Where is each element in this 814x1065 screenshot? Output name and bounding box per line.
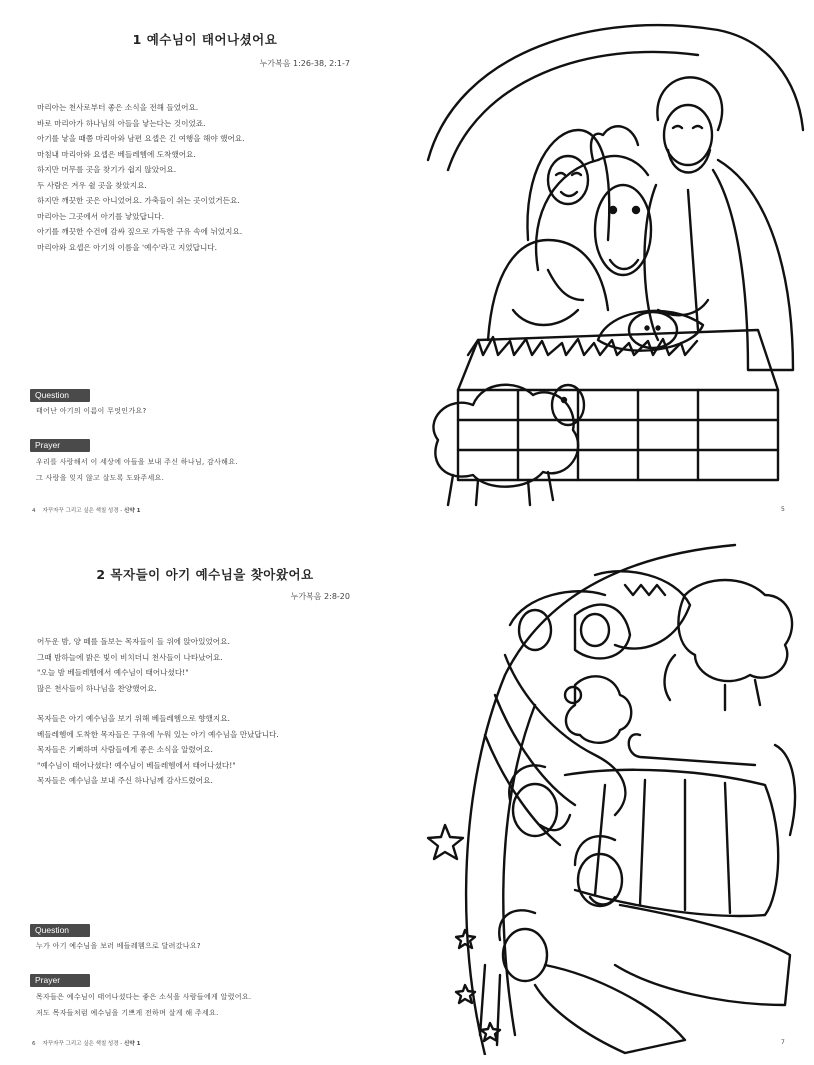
story-line: 그때 밤하늘에 밝은 빛이 비치더니 천사들이 나타났어요. [37, 652, 223, 662]
page-number-right: 7 [781, 1039, 785, 1046]
story-line: 목자들은 기뻐하며 사람들에게 좋은 소식을 알렸어요. [37, 745, 213, 754]
scripture-reference: 누가복음 1:26-38, 2:1-7 [259, 59, 350, 68]
story-line: 마리아는 천사로부터 좋은 소식을 전해 들었어요. [37, 103, 199, 112]
story-line: 목자들은 예수님을 보내 주신 하나님께 감사드렸어요. [37, 776, 213, 785]
page-footer [32, 506, 140, 514]
story-line: 아기를 낳을 때쯤 마리아와 남편 요셉은 긴 여행을 해야 했어요. [37, 134, 245, 143]
book-title: 자꾸자꾸 그리고 싶은 색칠 성경 - [42, 508, 125, 514]
story-line: "오늘 밤 베들레헴에서 예수님이 태어나셨다!" [37, 668, 189, 677]
story-line: 목자들은 아기 예수님을 보기 위해 베들레헴으로 향했지요. [37, 714, 230, 723]
story-title: 1 예수님이 태어나셨어요 [132, 32, 278, 47]
prayer-text [36, 454, 238, 486]
story-line: 마리아와 요셉은 아기의 이름을 '예수'라고 지었답니다. [37, 242, 218, 252]
prayer-line: 그 사랑을 잊지 않고 살도록 도와주세요. [36, 474, 165, 482]
book-volume: 신약 1 [124, 1041, 141, 1047]
prayer-line: 목자들은 예수님이 태어나셨다는 좋은 소식을 사람들에게 알렸어요. [36, 993, 252, 1001]
prayer-text [36, 989, 251, 1021]
question-text: 태어난 아기의 이름이 무엇인가요? [36, 407, 147, 415]
question-label: Question [30, 389, 90, 402]
story-line: 어두운 밤, 양 떼를 돌보는 목자들이 들 위에 앉아있었어요. [37, 637, 230, 646]
page-footer [32, 1039, 140, 1047]
story-line: 하지만 깨끗한 곳은 아니었어요. 가축들이 쉬는 곳이었거든요. [37, 196, 240, 205]
story-text [37, 634, 407, 789]
story-line: 아기를 깨끗한 수건에 감싸 짚으로 가득한 구유 속에 뉘었지요. [37, 227, 243, 236]
prayer-label: Prayer [30, 439, 90, 452]
book-volume: 신약 1 [124, 508, 141, 514]
nativity-coloring-illustration [418, 10, 808, 510]
spread-nativity [0, 0, 814, 532]
question-label: Question [30, 924, 90, 937]
story-line: 마리아는 그곳에서 아기를 낳았답니다. [37, 211, 165, 221]
prayer-label: Prayer [30, 974, 90, 987]
book-title: 자꾸자꾸 그리고 싶은 색칠 성경 - [42, 1041, 125, 1047]
page-number-left: 6 [32, 1041, 36, 1047]
story-line: 마침내 마리아와 요셉은 베들레헴에 도착했어요. [37, 149, 196, 159]
story-line: "예수님이 태어나셨다! 예수님이 베들레헴에서 태어나셨다!" [37, 760, 236, 770]
story-text [37, 100, 407, 255]
story-title: 2 목자들이 아기 예수님을 찾아왔어요 [96, 567, 314, 582]
page-number-right: 5 [781, 506, 785, 513]
question-text: 누가 아기 예수님을 보러 베들레헴으로 달려갔나요? [36, 942, 201, 950]
spread-shepherds [0, 533, 814, 1065]
story-line: 많은 천사들이 하나님을 찬양했어요. [37, 683, 157, 693]
prayer-line: 저도 목자들처럼 예수님을 기쁘게 전하며 살게 해 주세요. [36, 1009, 219, 1017]
scripture-reference: 누가복음 2:8-20 [290, 592, 350, 601]
story-line: 바로 마리아가 하나님의 아들을 낳는다는 것이었죠. [37, 118, 206, 128]
story-line: 두 사람은 겨우 쉴 곳을 찾았지요. [37, 180, 147, 190]
page-number-left: 4 [32, 508, 36, 514]
prayer-line: 우리를 사랑해서 이 세상에 아들을 보내 주신 하나님, 감사해요. [36, 458, 238, 466]
shepherds-coloring-illustration [425, 535, 809, 1055]
story-line: 하지만 머무를 곳을 찾기가 쉽지 않았어요. [37, 165, 177, 174]
story-line: 베들레헴에 도착한 목자들은 구유에 누워 있는 아기 예수님을 만났답니다. [37, 729, 279, 739]
